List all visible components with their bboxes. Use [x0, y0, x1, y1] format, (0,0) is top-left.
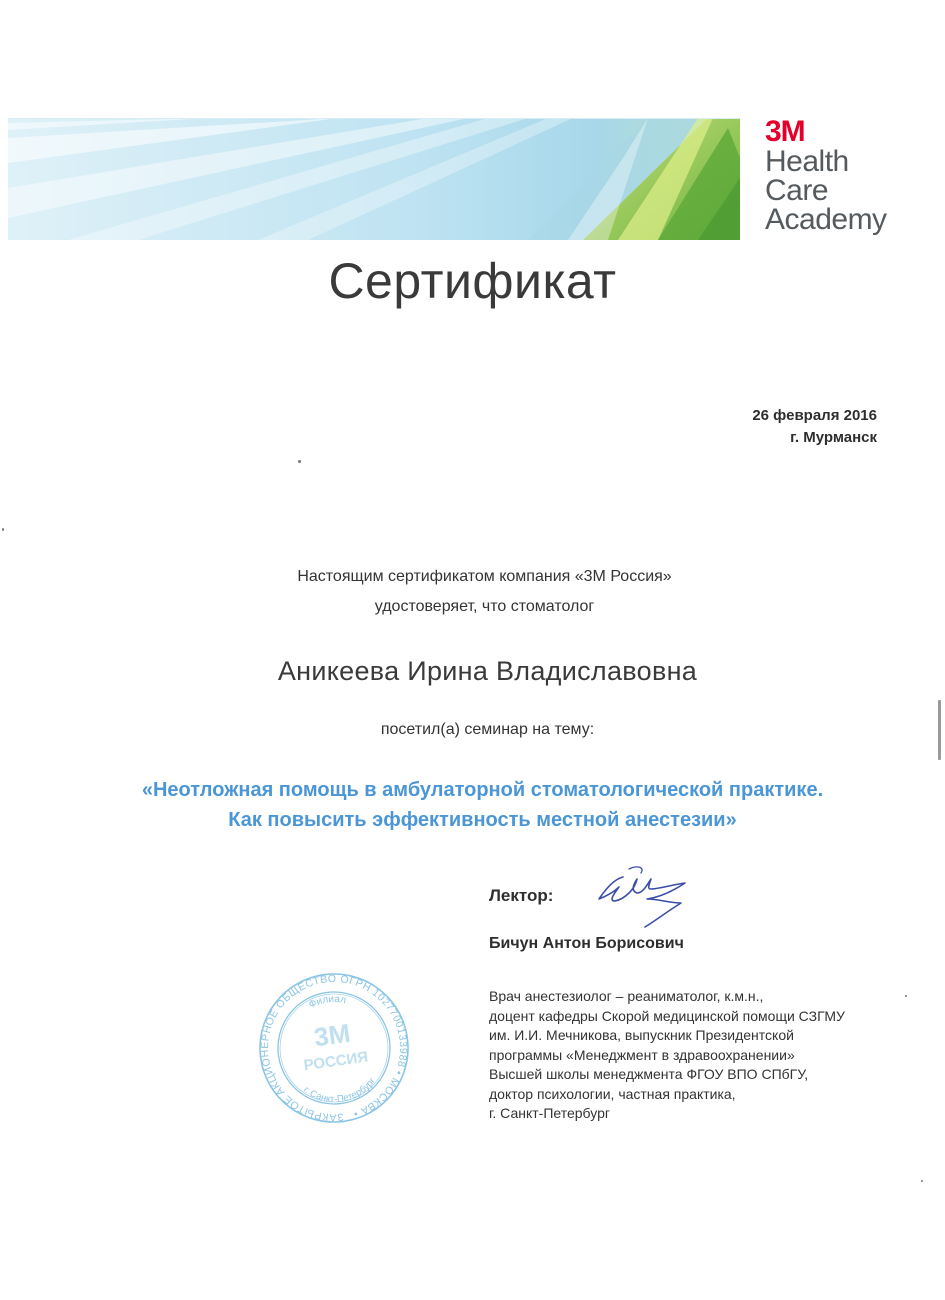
- scan-speck: [905, 995, 907, 997]
- seal-center-text: 3М: [312, 1017, 353, 1053]
- certificate-title: Сертификат: [328, 253, 617, 309]
- topic-line-2: Как повысить эффективность местной анестезии»: [228, 809, 737, 831]
- seal-inner-bottom-path: г. Санкт-Петербург: [301, 1075, 379, 1106]
- seminar-topic: [0, 775, 945, 835]
- lecturer-signature: [585, 855, 710, 935]
- company-seal: [258, 968, 410, 1126]
- scan-speck: [298, 460, 301, 463]
- brand-logo: [765, 117, 935, 234]
- intro-line-2: удостоверяет, что стоматолог: [374, 598, 595, 615]
- topic-line-1: «Неотложная помощь в амбулаторной стоматологической практике.: [141, 779, 824, 801]
- bio-line: Врач анестезиолог – реаниматолог, к.м.н.,: [489, 988, 764, 1004]
- scan-speck: [2, 528, 4, 531]
- lecturer-name: Бичун Антон Борисович: [489, 935, 684, 952]
- seal-center-subtext: РОССИЯ: [302, 1048, 370, 1075]
- bio-line: программы «Менеджмент в здравоохранении»: [489, 1046, 795, 1063]
- lecturer-bio: [489, 987, 899, 1124]
- intro-line-1: Настоящим сертификатом компания «3М Россия»: [297, 568, 672, 585]
- bio-line: г. Санкт-Петербург: [489, 1105, 610, 1121]
- logo-line-health: Health: [765, 145, 849, 178]
- logo-line-academy: Academy: [765, 203, 887, 236]
- bio-line: доктор психологии, частная практика,: [489, 1085, 736, 1102]
- header-banner: [8, 118, 740, 240]
- seminar-intro: посетил(а) семинар на тему:: [380, 721, 595, 738]
- bio-line: доцент кафедры Скорой медицинской помощи СЗГМУ: [489, 1007, 845, 1024]
- scan-speck: [921, 1180, 923, 1182]
- date-location: [752, 405, 877, 449]
- recipient-name: Аникеева Ирина Владиславовна: [277, 656, 698, 686]
- intro-text: [0, 562, 945, 622]
- seal-outer-path: ЗАКРЫТОЕ АКЦИОНЕРНОЕ ОБЩЕСТВО ОГРН 1027700133988 • МОСКВА •: [258, 972, 410, 1124]
- scan-speck: [938, 700, 941, 760]
- bio-line: им. И.И. Мечникова, выпускник Президентской: [489, 1027, 794, 1043]
- lecturer-label: Лектор:: [489, 886, 554, 905]
- bio-line: Высшей школы менеджмента ФГОУ ВПО СПбГУ,: [489, 1066, 809, 1082]
- issue-date: 26 февраля 2016: [752, 407, 877, 424]
- logo-3m-mark: 3M: [765, 115, 805, 148]
- issue-city: г. Мурманск: [790, 429, 877, 446]
- logo-line-care: Care: [765, 174, 829, 207]
- seal-inner-top-path: Филиал: [307, 993, 347, 1011]
